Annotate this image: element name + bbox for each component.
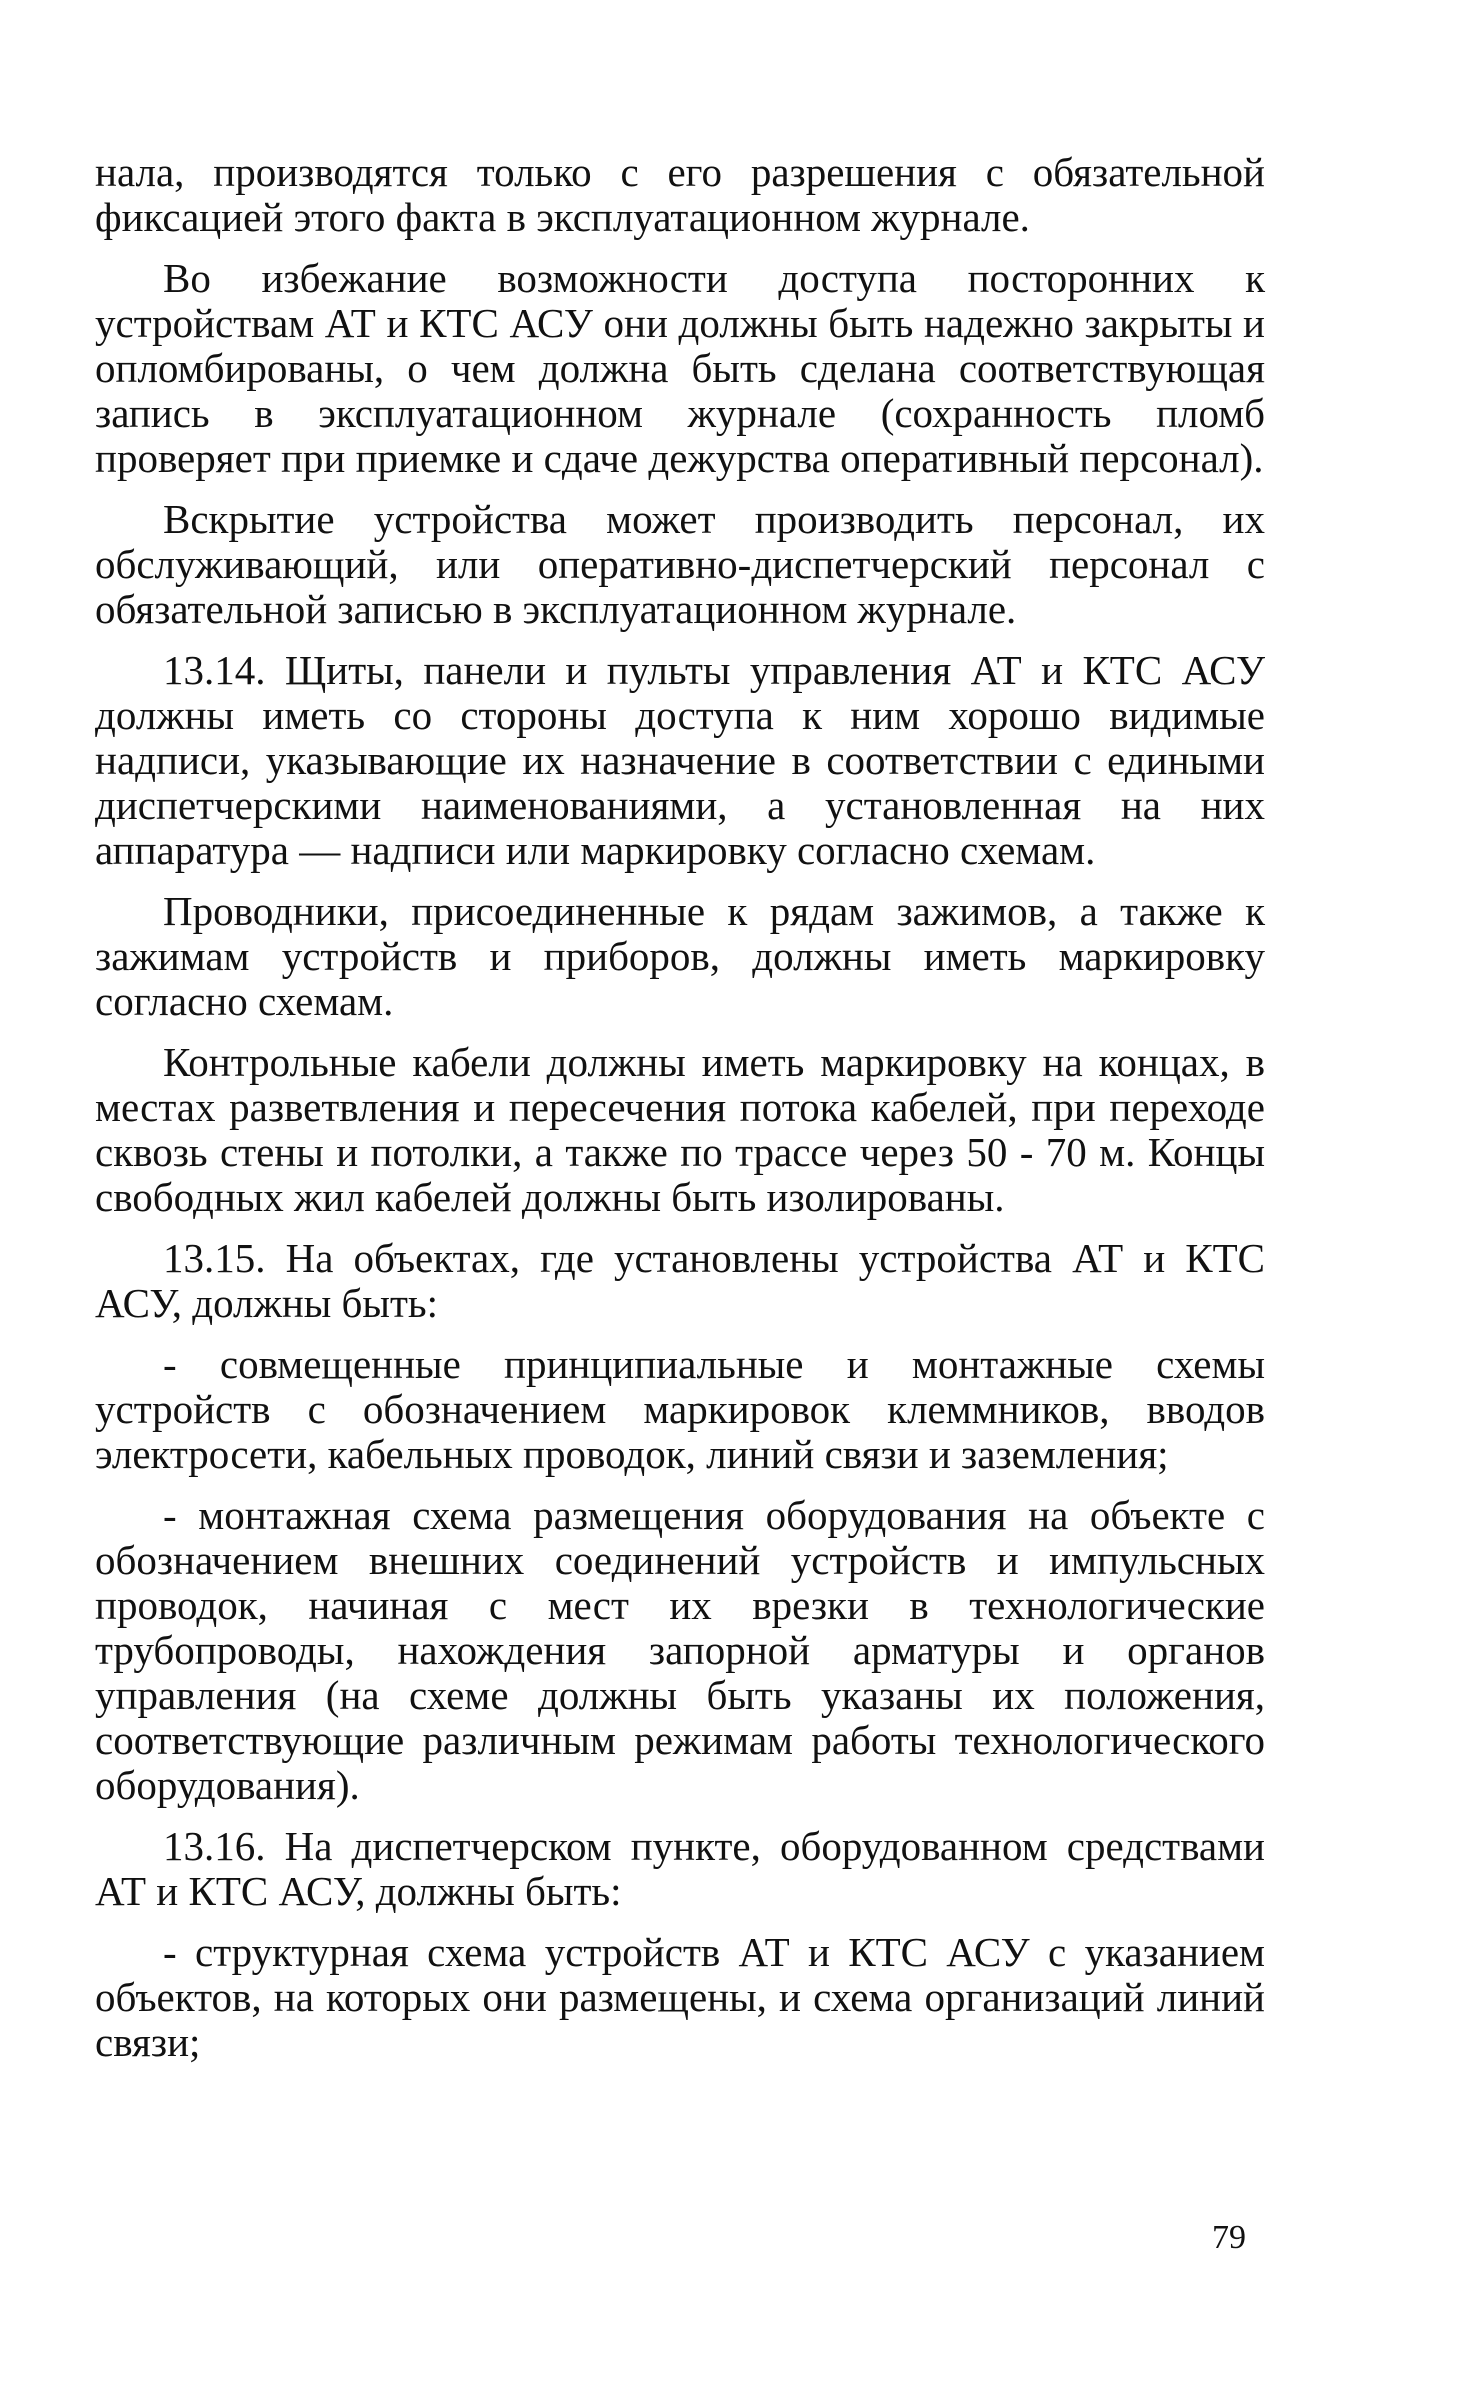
paragraph-6: Контрольные кабели должны иметь маркировку на концах, в местах разветвления и пересечения потока кабелей, при переходе сквозь стены и потолки, а также по трассе через 50 - 70 м. Концы свободных жил кабелей должны быть изолированы. — [95, 1039, 1265, 1220]
paragraph-5: Проводники, присоединенные к рядам зажимов, а также к зажимам устройств и приборов, должны иметь маркировку согласно схемам. — [95, 888, 1265, 1024]
paragraph-2: Во избежание возможности доступа посторонних к устройствам АТ и КТС АСУ они должны быть надежно закрыты и опломбированы, о чем должна быть сделана соответствующая запись в эксплуатационном журнале (сохранность пломб проверяет при приемке и сдаче дежурства оперативный персонал). — [95, 255, 1265, 481]
paragraph-4: 13.14. Щиты, панели и пульты управления АТ и КТС АСУ должны иметь со стороны доступа к ним хорошо видимые надписи, указывающие их назначение в соответствии с едиными диспетчерскими наименованиями, а установленная на них аппаратура — надписи или маркировку согласно схемам. — [95, 647, 1265, 873]
page-number: 79 — [1212, 2219, 1246, 2256]
paragraph-11: - структурная схема устройств АТ и КТС АСУ с указанием объектов, на которых они размещены, и схема организаций линий связи; — [95, 1929, 1265, 2065]
page-body — [95, 150, 1265, 2081]
paragraph-3: Вскрытие устройства может производить персонал, их обслуживающий, или оперативно-диспетчерский персонал с обязательной записью в эксплуатационном журнале. — [95, 496, 1265, 632]
paragraph-10: 13.16. На диспетчерском пункте, оборудованном средствами АТ и КТС АСУ, должны быть: — [95, 1823, 1265, 1914]
paragraph-8: - совмещенные принципиальные и монтажные схемы устройств с обозначением маркировок клеммников, вводов электросети, кабельных проводок, линий связи и заземления; — [95, 1341, 1265, 1477]
paragraph-9: - монтажная схема размещения оборудования на объекте с обозначением внешних соединений устройств и импульсных проводок, начиная с мест их врезки в технологические трубопроводы, нахождения запорной арматуры и органов управления (на схеме должны быть указаны их положения, соответствующие различным режимам работы технологического оборудования). — [95, 1492, 1265, 1808]
paragraph-7: 13.15. На объектах, где установлены устройства АТ и КТС АСУ, должны быть: — [95, 1235, 1265, 1326]
paragraph-1: нала, производятся только с его разрешения с обязательной фиксацией этого факта в эксплуатационном журнале. — [95, 149, 1265, 240]
